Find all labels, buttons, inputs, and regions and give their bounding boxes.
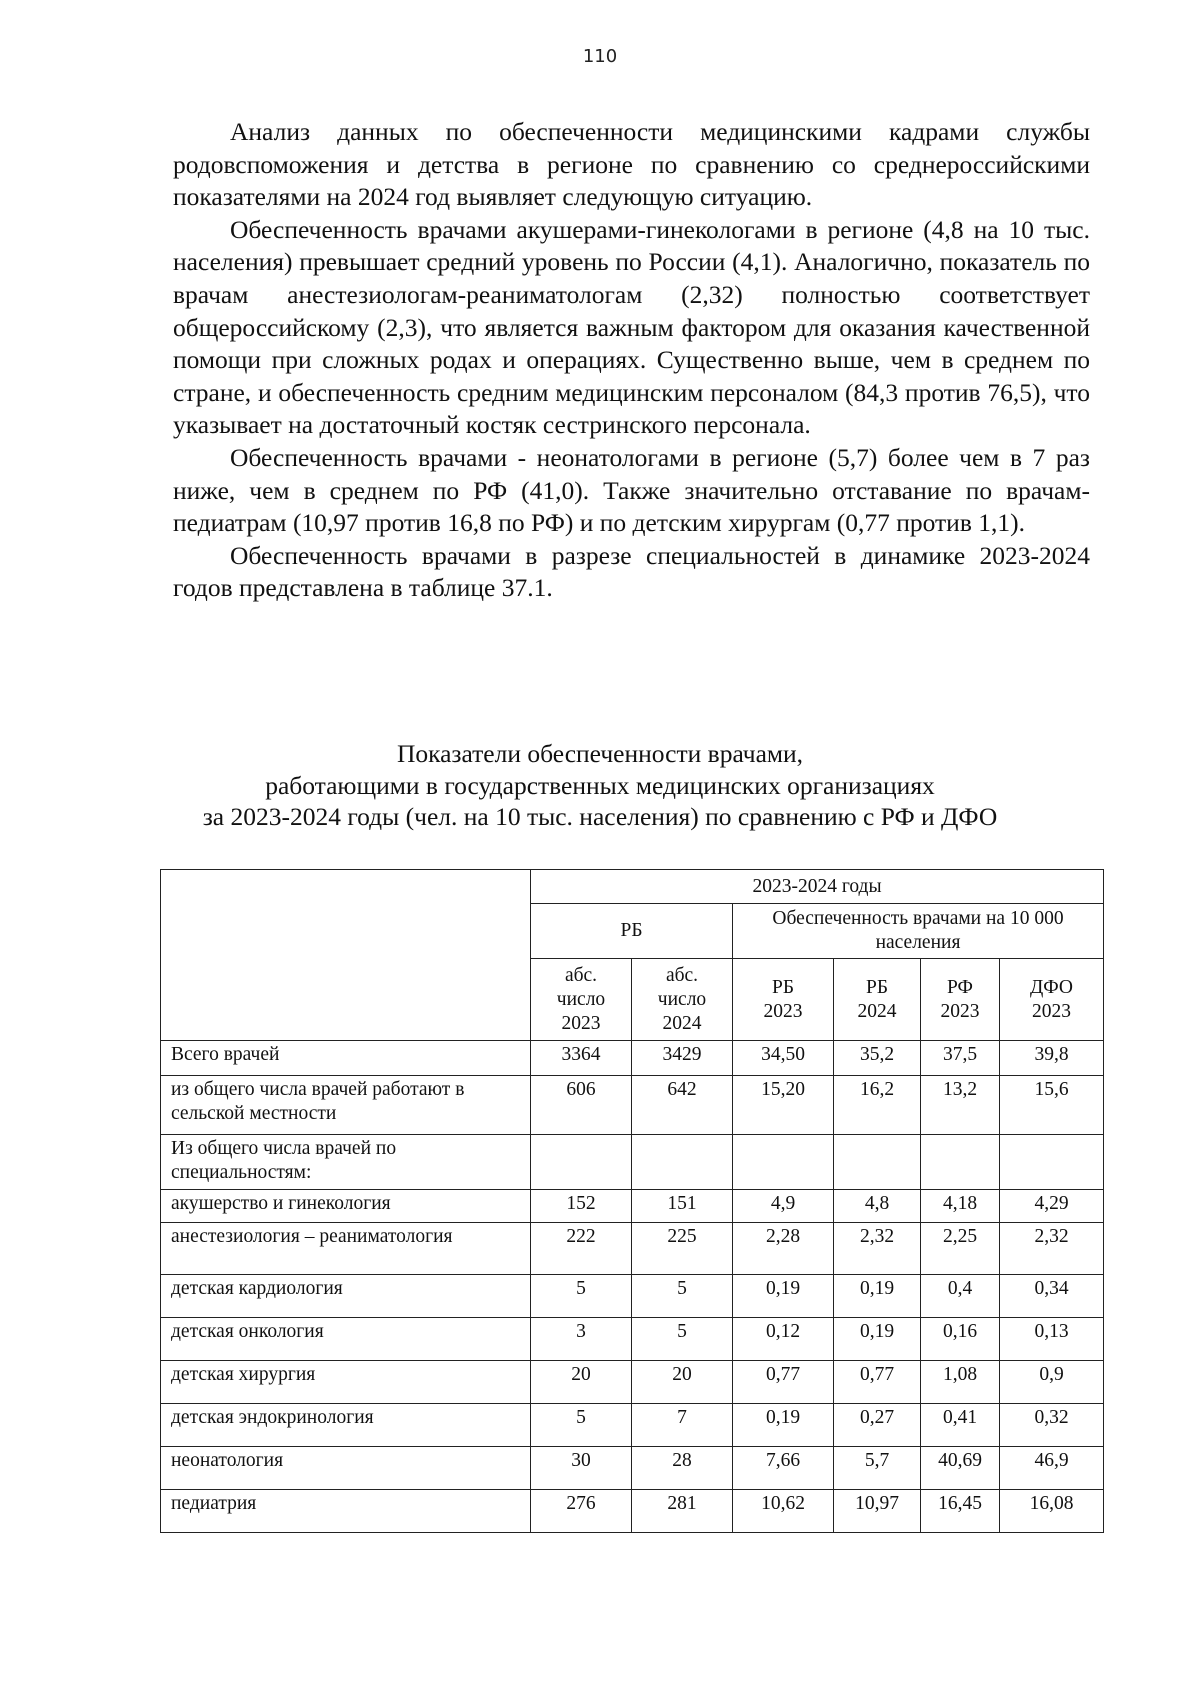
row-label: Всего врачей — [161, 1041, 531, 1076]
header-group-rb: РБ — [531, 904, 733, 959]
row-label: неонатология — [161, 1447, 531, 1490]
cell-dfo-2023: 15,6 — [1000, 1076, 1104, 1135]
table-row — [161, 1223, 1104, 1275]
row-label: детская кардиология — [161, 1275, 531, 1318]
caption-line: Показатели обеспеченности врачами, — [396, 739, 804, 768]
cell-abs-2023: 276 — [531, 1490, 632, 1533]
doctors-coverage-table — [160, 869, 1104, 1533]
cell-rb-2023: 0,19 — [733, 1404, 834, 1447]
row-label: педиатрия — [161, 1490, 531, 1533]
row-label: из общего числа врачей работают в сельской местности — [161, 1076, 531, 1135]
cell-abs-2023: 20 — [531, 1361, 632, 1404]
cell-rf-2023: 0,4 — [921, 1275, 1000, 1318]
cell-dfo-2023: 0,13 — [1000, 1318, 1104, 1361]
cell-rb-2024: 35,2 — [834, 1041, 921, 1076]
cell-rb-2023: 0,12 — [733, 1318, 834, 1361]
cell-rb-2024: 2,32 — [834, 1223, 921, 1275]
row-label: анестезиология – реаниматология — [161, 1223, 531, 1275]
row-label: детская хирургия — [161, 1361, 531, 1404]
cell-abs-2023 — [531, 1135, 632, 1190]
table-row — [161, 1190, 1104, 1223]
cell-rf-2023: 4,18 — [921, 1190, 1000, 1223]
caption-line: работающими в государственных медицинских организациях — [265, 770, 935, 800]
cell-rb-2023 — [733, 1135, 834, 1190]
cell-rb-2024: 0,19 — [834, 1318, 921, 1361]
cell-rf-2023: 40,69 — [921, 1447, 1000, 1490]
cell-rb-2023: 7,66 — [733, 1447, 834, 1490]
cell-rb-2024: 0,77 — [834, 1361, 921, 1404]
cell-rb-2024: 0,27 — [834, 1404, 921, 1447]
cell-rf-2023: 16,45 — [921, 1490, 1000, 1533]
header-rf-2023 — [921, 959, 1000, 1041]
cell-rb-2024: 5,7 — [834, 1447, 921, 1490]
header-rb-2023 — [733, 959, 834, 1041]
cell-abs-2024: 5 — [632, 1275, 733, 1318]
paragraph: Анализ данных по обеспеченности медицинскими кадрами службы родовспоможения и детства в регионе по сравнению со среднероссийскими показателями на 2024 год выявляет следующую ситуацию. — [173, 117, 1090, 212]
cell-rb-2024: 4,8 — [834, 1190, 921, 1223]
cell-rb-2023: 34,50 — [733, 1041, 834, 1076]
table-row — [161, 1490, 1104, 1533]
header-text: абс. — [564, 964, 598, 986]
cell-dfo-2023: 0,9 — [1000, 1361, 1104, 1404]
header-group-coverage: Обеспеченность врачами на 10 000 населения — [733, 904, 1104, 959]
cell-dfo-2023: 0,32 — [1000, 1404, 1104, 1447]
row-label: акушерство и гинекология — [161, 1190, 531, 1223]
cell-abs-2024: 5 — [632, 1318, 733, 1361]
cell-abs-2023: 5 — [531, 1275, 632, 1318]
header-text: число — [556, 988, 606, 1010]
table-row — [161, 1447, 1104, 1490]
header-dfo-2023 — [1000, 959, 1104, 1041]
cell-abs-2024: 281 — [632, 1490, 733, 1533]
caption-line: за 2023-2024 годы (чел. на 10 тыс. населения) по сравнению с РФ и ДФО — [202, 802, 998, 831]
cell-rb-2024: 10,97 — [834, 1490, 921, 1533]
header-text: число — [657, 988, 707, 1010]
cell-rb-2024 — [834, 1135, 921, 1190]
cell-abs-2024: 28 — [632, 1447, 733, 1490]
header-text: 2023 — [1032, 1000, 1071, 1022]
cell-rf-2023: 0,41 — [921, 1404, 1000, 1447]
table-caption — [0, 738, 1200, 833]
header-text: РБ — [865, 976, 889, 998]
cell-rb-2023: 2,28 — [733, 1223, 834, 1275]
cell-dfo-2023: 46,9 — [1000, 1447, 1104, 1490]
table-row — [161, 1404, 1104, 1447]
cell-rb-2024: 0,19 — [834, 1275, 921, 1318]
header-text: абс. — [665, 964, 699, 986]
header-abs-2024 — [632, 959, 733, 1041]
cell-rb-2023: 0,77 — [733, 1361, 834, 1404]
header-text: 2023 — [940, 1000, 980, 1022]
cell-abs-2024: 3429 — [632, 1041, 733, 1076]
cell-abs-2024: 7 — [632, 1404, 733, 1447]
row-label: детская онкология — [161, 1318, 531, 1361]
cell-abs-2023: 3364 — [531, 1041, 632, 1076]
header-text: 2024 — [662, 1012, 702, 1034]
cell-abs-2023: 3 — [531, 1318, 632, 1361]
paragraph: Обеспеченность врачами - неонатологами в регионе (5,7) более чем в 7 раз ниже, чем в среднем по РФ (41,0). Также значительно отставание по врачам-педиатрам (10,97 против 16,8 по РФ) и по детским хирургам (0,77 против 1,1). — [173, 442, 1090, 538]
table-row — [161, 1041, 1104, 1076]
cell-abs-2024: 151 — [632, 1190, 733, 1223]
cell-rb-2023: 4,9 — [733, 1190, 834, 1223]
cell-abs-2023: 5 — [531, 1404, 632, 1447]
cell-rf-2023 — [921, 1135, 1000, 1190]
cell-rf-2023: 13,2 — [921, 1076, 1000, 1135]
cell-rf-2023: 0,16 — [921, 1318, 1000, 1361]
cell-abs-2023: 152 — [531, 1190, 632, 1223]
cell-dfo-2023: 39,8 — [1000, 1041, 1104, 1076]
header-text: ДФО — [1029, 976, 1074, 998]
body-text — [173, 116, 1090, 605]
cell-rb-2023: 10,62 — [733, 1490, 834, 1533]
header-text: 2024 — [857, 1000, 897, 1022]
table-row — [161, 1275, 1104, 1318]
cell-dfo-2023: 16,08 — [1000, 1490, 1104, 1533]
cell-rb-2023: 15,20 — [733, 1076, 834, 1135]
cell-rb-2024: 16,2 — [834, 1076, 921, 1135]
cell-abs-2024: 225 — [632, 1223, 733, 1275]
row-label: детская эндокринология — [161, 1404, 531, 1447]
cell-dfo-2023: 4,29 — [1000, 1190, 1104, 1223]
header-abs-2023 — [531, 959, 632, 1041]
table-row — [161, 1135, 1104, 1190]
cell-dfo-2023 — [1000, 1135, 1104, 1190]
cell-dfo-2023: 2,32 — [1000, 1223, 1104, 1275]
cell-rf-2023: 2,25 — [921, 1223, 1000, 1275]
cell-abs-2024 — [632, 1135, 733, 1190]
row-label: Из общего числа врачей по специальностям: — [161, 1135, 531, 1190]
paragraph: Обеспеченность врачами в разрезе специальностей в динамике 2023-2024 годов представлена в таблице 37.1. — [173, 540, 1090, 603]
header-text: РФ — [947, 976, 973, 998]
header-text: 2023 — [763, 1000, 803, 1022]
table-row — [161, 1076, 1104, 1135]
page-number: 110 — [582, 46, 618, 67]
cell-rf-2023: 37,5 — [921, 1041, 1000, 1076]
cell-abs-2023: 222 — [531, 1223, 632, 1275]
cell-rf-2023: 1,08 — [921, 1361, 1000, 1404]
cell-dfo-2023: 0,34 — [1000, 1275, 1104, 1318]
cell-abs-2023: 30 — [531, 1447, 632, 1490]
header-text: РБ — [771, 976, 795, 998]
cell-abs-2024: 20 — [632, 1361, 733, 1404]
table-row — [161, 1361, 1104, 1404]
header-corner-cell — [161, 870, 531, 1041]
header-period: 2023-2024 годы — [531, 870, 1104, 904]
cell-abs-2023: 606 — [531, 1076, 632, 1135]
cell-rb-2023: 0,19 — [733, 1275, 834, 1318]
header-text: 2023 — [561, 1012, 601, 1034]
paragraph: Обеспеченность врачами акушерами-гинекологами в регионе (4,8 на 10 тыс. населения) превышает средний уровень по России (4,1). Аналогично, показатель по врачам анестезиологам-реаниматологам (2,32) полностью соответствует общероссийскому (2,3), что является важным фактором для оказания качественной помощи при сложных родах и операциях. Существенно выше, чем в среднем по стране, и обеспеченность средним медицинским персоналом (84,3 против 76,5), что указывает на достаточный костяк сестринского персонала. — [173, 214, 1090, 440]
header-rb-2024 — [834, 959, 921, 1041]
cell-abs-2024: 642 — [632, 1076, 733, 1135]
table-row — [161, 1318, 1104, 1361]
